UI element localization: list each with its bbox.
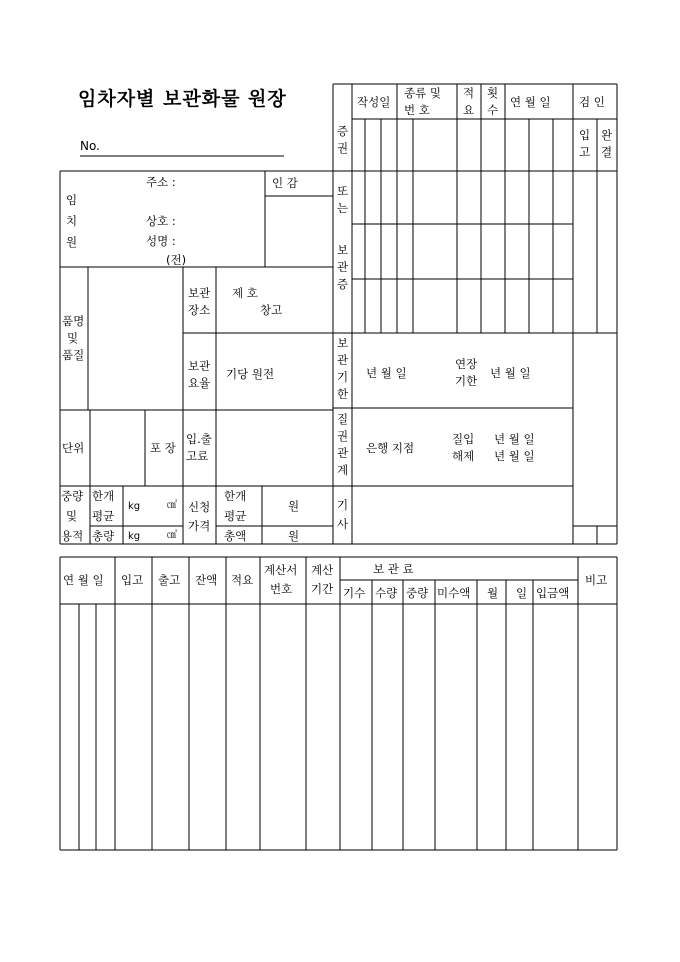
- per-unit-avg-label-2: 평균: [92, 509, 115, 523]
- pledge-label-4: 계: [337, 463, 349, 477]
- weight-label-1: 중량: [61, 489, 84, 503]
- period-label-4: 한: [337, 387, 349, 401]
- period-label-2: 관: [337, 353, 349, 367]
- pledge-label-1: 질: [337, 412, 349, 426]
- lessee-company-label: 상호 :: [146, 214, 176, 228]
- pledge-in-label: 질입: [452, 432, 475, 446]
- lessee-address-label: 주소 :: [146, 175, 176, 189]
- declared-price-label-1: 신청: [188, 500, 211, 514]
- storage-rate-text: 기당 원전: [226, 367, 275, 381]
- ledger-header-fee: 보 관 료: [373, 562, 414, 576]
- bank-branch-text: 은행 지점: [366, 441, 415, 455]
- lessee-phone-label: (전): [166, 253, 187, 267]
- lessee-name-label: 성명 :: [146, 234, 176, 248]
- header-inspect-in-2: 고: [579, 145, 591, 159]
- ledger-header-invoice-1: 계산서: [264, 563, 298, 577]
- total-qty-label: 총량: [92, 529, 115, 543]
- price-per-unit-label-1: 한개: [224, 489, 247, 503]
- storage-rate-label-1: 보관: [188, 359, 211, 373]
- header-summary-1: 적: [463, 86, 475, 100]
- ledger-sub-unpaid: 미수액: [437, 586, 471, 600]
- storage-rate-label-2: 요율: [188, 376, 211, 390]
- pledge-label-3: 관: [337, 446, 349, 460]
- header-inspect-done-1: 완: [601, 128, 613, 142]
- ledger-header-remarks: 비고: [585, 573, 608, 587]
- goods-label-1: 품명: [62, 314, 85, 328]
- weight-label-2: 및: [66, 509, 78, 523]
- pledge-release-label: 해제: [452, 449, 475, 463]
- period-date-text: 년 월 일: [366, 366, 407, 380]
- cert-side-label-1a: 증: [337, 124, 349, 138]
- header-type-number-2: 번 호: [404, 103, 430, 117]
- cm3-unit-2: ㎤: [167, 530, 177, 541]
- price-per-unit-label-2: 평균: [224, 509, 247, 523]
- ledger-header-balance: 잔액: [195, 573, 218, 587]
- won-unit-1: 원: [288, 499, 300, 513]
- cert-side-label-2b: 는: [337, 201, 349, 215]
- note-label-2: 사: [337, 517, 349, 531]
- header-summary-2: 요: [463, 103, 475, 117]
- inout-fee-label-1: 입.출: [186, 432, 212, 446]
- ledger-sub-count: 기수: [343, 586, 366, 600]
- ledger-header-in: 입고: [121, 573, 144, 587]
- storage-place-label-1: 보관: [188, 286, 211, 300]
- pledge-label-2: 권: [337, 429, 349, 443]
- lessee-label-char-3: 원: [66, 235, 78, 249]
- cm3-unit-1: ㎤: [167, 500, 177, 511]
- extension-date-text: 년 월 일: [490, 366, 531, 380]
- packing-label: 포 장: [150, 441, 176, 455]
- header-count-1: 횟: [487, 86, 499, 100]
- ledger-sub-deposit: 입금액: [536, 586, 570, 600]
- lessee-label-char-1: 임: [66, 193, 78, 207]
- cert-side-label-3b: 관: [337, 260, 349, 274]
- warehouse-number-text: 제 호: [232, 286, 258, 300]
- per-unit-avg-label-1: 한개: [92, 489, 115, 503]
- seal-label: 인 감: [272, 176, 298, 190]
- cert-side-label-3a: 보: [337, 243, 349, 257]
- ledger-header-out: 출고: [158, 573, 181, 587]
- pledge-release-date: 년 월 일: [494, 449, 535, 463]
- ledger-sub-weight: 중량: [406, 586, 429, 600]
- header-ymd: 연 월 일: [510, 95, 551, 109]
- kg-unit-1: kg: [128, 501, 141, 512]
- extension-label-2: 기한: [455, 374, 478, 388]
- cert-side-label-2a: 또: [337, 184, 349, 198]
- ledger-header-ymd: 연 월 일: [63, 573, 104, 587]
- weight-label-3: 용적: [61, 529, 84, 543]
- extension-label-1: 연장: [455, 357, 478, 371]
- header-inspect-done-2: 결: [601, 145, 613, 159]
- goods-label-3: 품질: [62, 348, 85, 362]
- ledger-sub-day: 일: [516, 586, 528, 600]
- unit-label: 단위: [62, 441, 85, 455]
- period-label-3: 기: [337, 370, 349, 384]
- ledger-header-period-2: 기간: [311, 582, 334, 596]
- pledge-in-date: 년 월 일: [494, 432, 535, 446]
- no-label: No.: [80, 139, 100, 153]
- declared-price-label-2: 가격: [188, 519, 211, 533]
- ledger-header-summary: 적요: [231, 573, 254, 587]
- price-total-label: 총액: [224, 529, 247, 543]
- won-unit-2: 원: [288, 529, 300, 543]
- cert-side-label-1b: 권: [337, 141, 349, 155]
- header-type-number-1: 종류 및: [404, 86, 441, 100]
- inout-fee-label-2: 고료: [186, 449, 209, 463]
- kg-unit-2: kg: [128, 531, 141, 542]
- header-inspect: 검 인: [579, 95, 605, 109]
- period-label-1: 보: [337, 336, 349, 350]
- header-written-date: 작성일: [357, 95, 391, 109]
- cert-side-label-3c: 증: [337, 277, 349, 291]
- storage-place-label-2: 장소: [188, 303, 211, 317]
- ledger-sub-month: 월: [487, 586, 499, 600]
- form-title: 임차자별 보관화물 원장: [78, 88, 287, 110]
- warehouse-text: 창고: [260, 303, 283, 317]
- note-label-1: 기: [337, 498, 349, 512]
- header-count-2: 수: [487, 103, 499, 117]
- ledger-header-invoice-2: 번호: [270, 582, 293, 596]
- ledger-header-period-1: 계산: [311, 563, 334, 577]
- header-inspect-in-1: 입: [579, 128, 591, 142]
- goods-label-2: 및: [67, 331, 79, 345]
- ledger-sub-qty: 수량: [375, 586, 398, 600]
- lessee-label-char-2: 치: [66, 214, 78, 228]
